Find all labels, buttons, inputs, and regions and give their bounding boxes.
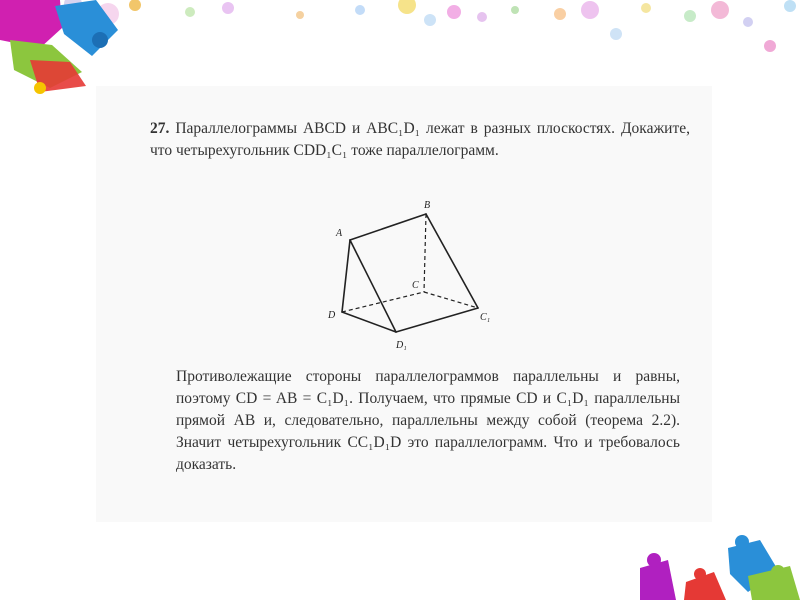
label-D1: D₁ <box>396 340 407 351</box>
problem-number: 27. <box>150 120 170 137</box>
confetti-dots <box>7 0 796 52</box>
label-A: A <box>336 228 343 239</box>
puzzle-pieces-top-left <box>0 0 118 94</box>
prism-figure <box>320 190 500 360</box>
edge-AD <box>342 240 350 312</box>
solution-text: Противолежащие стороны параллелограммов параллельны и равны, поэтому CD = AB = C₁D₁. Получаем, что прямые CD и C₁D₁ параллельны прямой AB и, следовательно, параллельны между собой (теорема 2.2). Значит четырехугольник CC₁D₁D это параллелограмм. Что и требовалось доказать. <box>176 368 680 473</box>
label-C: C <box>412 280 419 291</box>
label-C1: C₁ <box>480 312 491 323</box>
edge-D1C1 <box>396 308 478 332</box>
edge-BC1 <box>426 214 478 308</box>
label-B: B <box>424 200 431 211</box>
edge-BC-hidden <box>424 214 426 292</box>
edge-DC-hidden <box>342 292 424 312</box>
label-D: D <box>328 310 336 321</box>
edge-AB <box>350 214 426 240</box>
problem-statement <box>150 118 690 162</box>
problem-text: Параллелограммы ABCD и ABC₁D₁ лежат в разных плоскостях. Докажите, что четырехугольник CDD₁C₁ тоже параллелограмм. <box>150 120 690 159</box>
puzzle-pieces-bottom-right <box>640 535 800 600</box>
